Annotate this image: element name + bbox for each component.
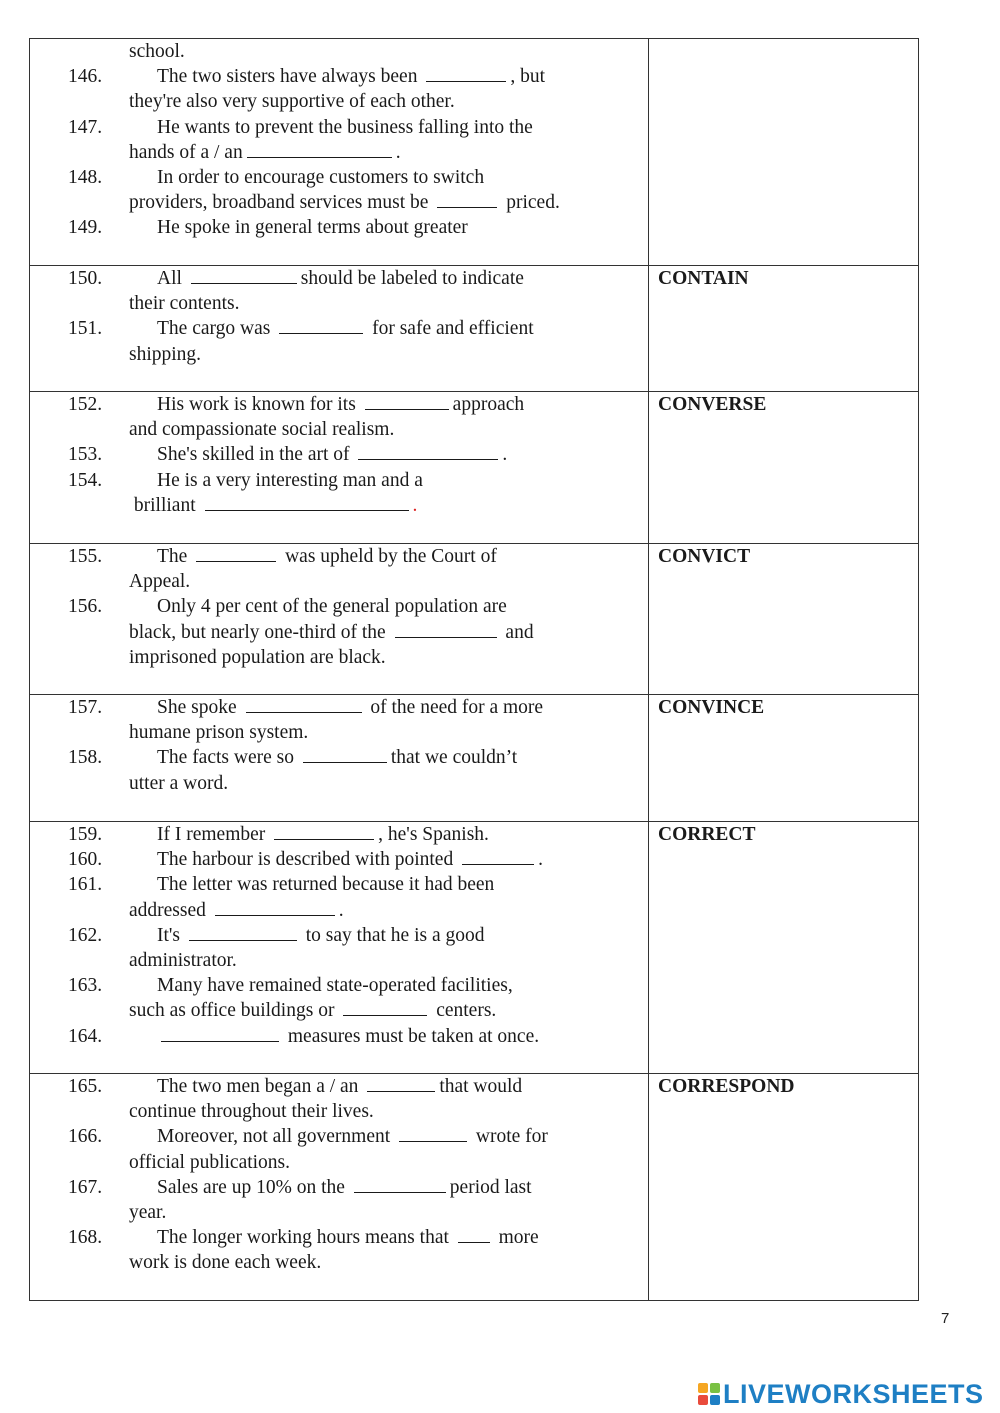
word-cell	[649, 266, 919, 392]
question-number: 146.	[68, 66, 103, 88]
question-text: work is done each week.	[129, 1252, 322, 1274]
table-body	[30, 39, 919, 1301]
answer-blank[interactable]	[462, 848, 534, 865]
question-text: they're also very supportive of each other.	[129, 91, 455, 113]
logo-square-2	[710, 1383, 720, 1393]
table-row	[30, 39, 919, 266]
table-row	[30, 266, 919, 392]
question-continuation	[68, 291, 636, 316]
question-text: providers, broadband services must be	[129, 192, 434, 214]
word-cell	[649, 1074, 919, 1301]
root-word: CONVERSE	[658, 394, 767, 415]
question-item	[68, 1074, 636, 1099]
page-number: 7	[941, 1310, 950, 1327]
question-continuation	[68, 190, 636, 215]
question-continuation	[68, 493, 636, 518]
red-mark: .	[412, 494, 418, 516]
question-number: 150.	[68, 268, 103, 289]
question-text: .	[338, 899, 344, 921]
question-text: imprisoned population are black.	[129, 646, 386, 668]
question-item	[68, 115, 636, 140]
question-continuation	[68, 645, 636, 670]
question-number: 157.	[68, 697, 103, 718]
question-number: 153.	[68, 444, 103, 466]
question-text: year.	[129, 1202, 167, 1224]
question-text: It's	[157, 924, 185, 946]
question-continuation	[68, 1250, 636, 1275]
question-item	[68, 973, 636, 998]
word-cell	[649, 695, 919, 822]
question-text: to say that he is a good	[300, 924, 485, 946]
logo-square-1	[698, 1383, 708, 1393]
question-text: approach	[452, 394, 525, 415]
question-text: that we couldn’t	[390, 747, 518, 769]
question-continuation	[68, 948, 636, 973]
answer-blank[interactable]	[365, 393, 449, 410]
question-text: their contents.	[129, 293, 240, 315]
question-continuation	[68, 620, 636, 645]
question-number: 167.	[68, 1176, 103, 1198]
table-row	[30, 544, 919, 695]
question-text: hands of a / an	[129, 141, 243, 163]
question-number: 165.	[68, 1076, 103, 1097]
question-continuation	[68, 1150, 636, 1175]
question-item	[68, 392, 636, 417]
answer-blank[interactable]	[367, 1075, 435, 1092]
questions-cell	[30, 392, 649, 544]
question-number: 151.	[68, 318, 103, 340]
question-text: that would	[439, 1076, 523, 1097]
question-number: 152.	[68, 394, 103, 415]
question-continuation	[68, 39, 636, 64]
question-text: and compassionate social realism.	[129, 419, 395, 441]
question-continuation	[68, 998, 636, 1023]
questions-cell	[30, 822, 649, 1074]
question-number: 161.	[68, 874, 103, 896]
question-item	[68, 847, 636, 872]
question-text: The letter was returned because it had been	[157, 874, 495, 896]
question-text: , but	[510, 66, 546, 88]
answer-blank[interactable]	[343, 999, 427, 1016]
root-word: CORRESPOND	[658, 1076, 795, 1097]
question-text: for safe and efficient	[367, 318, 534, 340]
question-continuation	[68, 771, 636, 796]
question-number: 148.	[68, 167, 103, 189]
question-text: He spoke in general terms about greater	[157, 217, 468, 239]
question-text: wrote for	[471, 1126, 548, 1148]
answer-blank[interactable]	[191, 267, 297, 284]
question-text: .	[502, 444, 508, 466]
question-item	[68, 872, 636, 897]
question-number: 147.	[68, 116, 103, 138]
question-text: measures must be taken at once.	[283, 1025, 540, 1047]
question-number: 166.	[68, 1126, 103, 1148]
question-text: priced.	[501, 192, 560, 214]
answer-blank[interactable]	[437, 191, 497, 208]
question-text: and	[500, 621, 534, 643]
question-text: continue throughout their lives.	[129, 1101, 374, 1123]
answer-blank[interactable]	[247, 141, 392, 158]
question-text: of the need for a more	[365, 697, 544, 718]
question-item	[68, 544, 636, 569]
root-word: CORRECT	[658, 824, 756, 845]
question-text: He is a very interesting man and a	[157, 469, 423, 491]
question-text: , he's Spanish.	[378, 824, 489, 845]
question-continuation	[68, 417, 636, 442]
question-continuation	[68, 140, 636, 165]
question-text: The two sisters have always been	[157, 66, 423, 88]
logo-square-4	[710, 1395, 720, 1405]
question-text: In order to encourage customers to switch	[157, 167, 485, 189]
question-text: humane prison system.	[129, 722, 309, 744]
question-text: was upheld by the Court of	[280, 546, 497, 567]
answer-blank[interactable]	[395, 621, 497, 638]
question-text: All	[157, 268, 187, 289]
question-text: His work is known for its	[157, 394, 361, 415]
answer-blank[interactable]	[279, 317, 363, 334]
question-text: black, but nearly one-third of the	[129, 621, 391, 643]
question-text: .	[395, 141, 401, 163]
answer-blank[interactable]	[205, 494, 409, 511]
questions-cell	[30, 695, 649, 822]
question-number: 159.	[68, 824, 103, 845]
question-text: period last	[449, 1176, 532, 1198]
logo-square-3	[698, 1395, 708, 1405]
question-item	[68, 1175, 636, 1200]
answer-blank[interactable]	[189, 924, 297, 941]
question-item	[68, 745, 636, 770]
question-continuation	[68, 1099, 636, 1124]
question-text: Appeal.	[129, 571, 191, 593]
question-text: If I remember	[157, 824, 271, 845]
question-number: 164.	[68, 1025, 103, 1047]
question-continuation	[68, 720, 636, 745]
question-text: utter a word.	[129, 772, 229, 794]
question-item	[68, 1225, 636, 1250]
answer-blank[interactable]	[358, 443, 498, 460]
answer-blank[interactable]	[274, 823, 374, 840]
question-item	[68, 923, 636, 948]
question-continuation	[68, 1200, 636, 1225]
answer-blank[interactable]	[196, 545, 276, 562]
question-text: centers.	[431, 1000, 497, 1022]
question-continuation	[68, 569, 636, 594]
question-continuation	[68, 89, 636, 114]
table-row	[30, 822, 919, 1074]
root-word: CONVICT	[658, 546, 751, 567]
answer-blank[interactable]	[354, 1176, 446, 1193]
word-cell	[649, 822, 919, 1074]
answer-blank[interactable]	[426, 65, 506, 82]
answer-blank[interactable]	[215, 899, 335, 916]
question-item	[68, 1124, 636, 1149]
word-cell	[649, 544, 919, 695]
question-text: official publications.	[129, 1151, 291, 1173]
question-text: She's skilled in the art of	[157, 444, 355, 466]
question-text: The two men began a / an	[157, 1076, 364, 1097]
question-text: The longer working hours means that	[157, 1227, 454, 1249]
question-text: such as office buildings or	[129, 1000, 340, 1022]
brand-name: LIVEWORKSHEETS	[723, 1378, 984, 1409]
answer-blank[interactable]	[399, 1125, 467, 1142]
table-row	[30, 392, 919, 544]
liveworksheets-logo[interactable]	[698, 1378, 984, 1410]
word-cell	[649, 392, 919, 544]
question-text: school.	[129, 41, 185, 62]
question-number: 158.	[68, 747, 103, 769]
question-continuation	[68, 342, 636, 367]
questions-cell	[30, 544, 649, 695]
question-number: 156.	[68, 596, 103, 618]
question-text: Moreover, not all government	[157, 1126, 396, 1148]
answer-blank[interactable]	[303, 746, 387, 763]
questions-cell	[30, 39, 649, 266]
question-item	[68, 215, 636, 240]
question-item	[68, 822, 636, 847]
question-number: 162.	[68, 924, 103, 946]
question-item	[68, 594, 636, 619]
question-text: The harbour is described with pointed	[157, 849, 459, 871]
question-item	[68, 695, 636, 720]
question-item	[68, 1024, 636, 1049]
question-text: addressed	[129, 899, 211, 921]
answer-blank[interactable]	[246, 696, 362, 713]
question-number: 168.	[68, 1227, 103, 1249]
logo-mark-icon	[698, 1383, 720, 1405]
question-item	[68, 468, 636, 493]
question-text: Many have remained state-operated facilities,	[157, 975, 513, 997]
question-text: Only 4 per cent of the general population are	[157, 596, 507, 618]
question-text: should be labeled to indicate	[300, 268, 524, 289]
question-number: 163.	[68, 975, 103, 997]
question-number: 160.	[68, 849, 103, 871]
question-item	[68, 266, 636, 291]
question-item	[68, 165, 636, 190]
answer-blank[interactable]	[161, 1025, 279, 1042]
question-number: 154.	[68, 469, 103, 491]
exercise-table	[29, 38, 919, 1301]
question-text: The cargo was	[157, 318, 276, 340]
question-text: She spoke	[157, 697, 242, 718]
question-text: The facts were so	[157, 747, 299, 769]
question-text: more	[493, 1227, 539, 1249]
word-cell	[649, 39, 919, 266]
question-text: shipping.	[129, 343, 202, 365]
question-text: Sales are up 10% on the	[157, 1176, 350, 1198]
question-item	[68, 64, 636, 89]
questions-cell	[30, 1074, 649, 1301]
question-item	[68, 442, 636, 467]
question-text: The	[157, 546, 193, 567]
question-text: brilliant	[129, 494, 201, 516]
question-text: He wants to prevent the business falling into the	[157, 116, 533, 138]
question-text: administrator.	[129, 950, 237, 972]
table-row	[30, 695, 919, 822]
table-row	[30, 1074, 919, 1301]
root-word: CONTAIN	[658, 268, 749, 289]
root-word: CONVINCE	[658, 697, 765, 718]
question-text: .	[538, 849, 543, 871]
answer-blank[interactable]	[458, 1226, 490, 1243]
question-number: 155.	[68, 546, 103, 567]
questions-cell	[30, 266, 649, 392]
question-continuation	[68, 898, 636, 923]
question-item	[68, 316, 636, 341]
question-number: 149.	[68, 217, 103, 239]
